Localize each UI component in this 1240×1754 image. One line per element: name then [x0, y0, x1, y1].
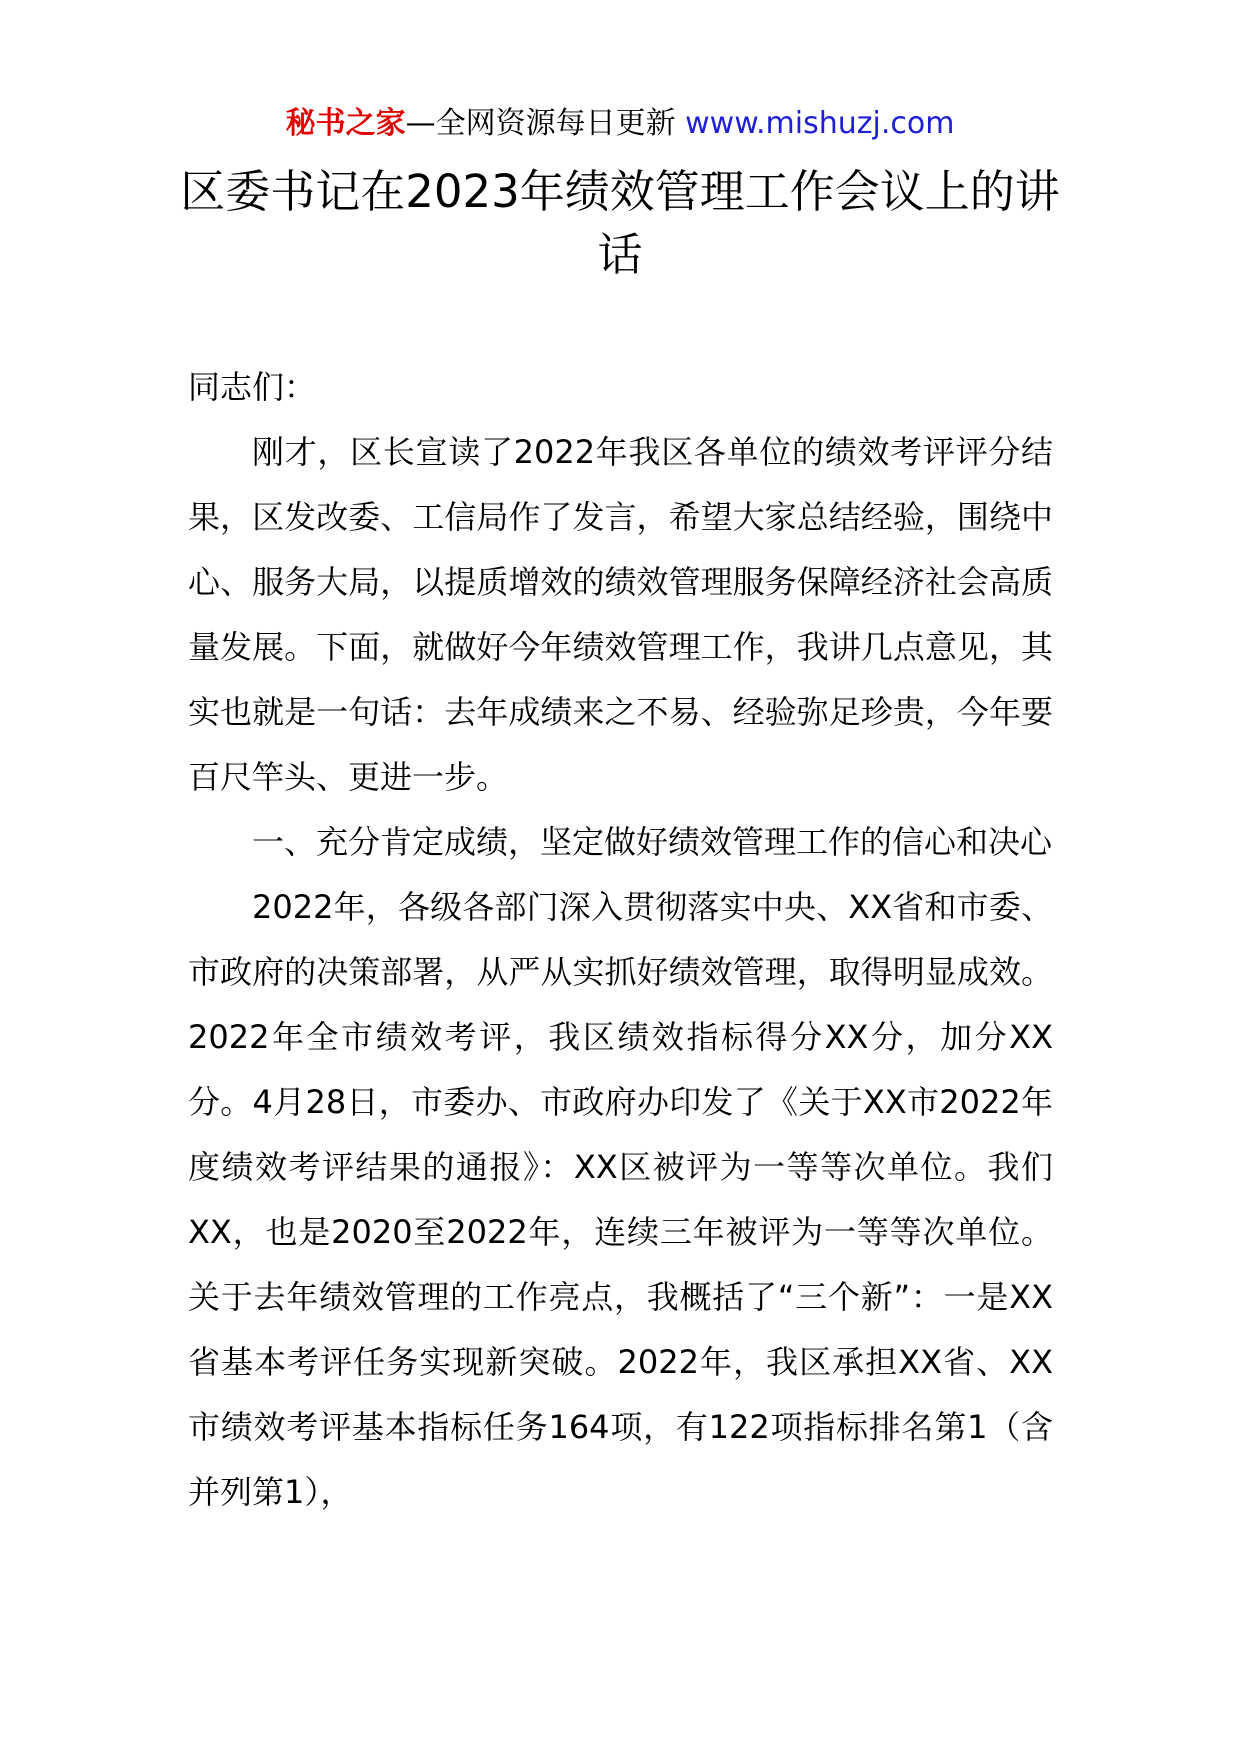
paragraph-achievements: 2022年，各级各部门深入贯彻落实中央、XX省和市委、市政府的决策部署，从严从实抓好绩效管理，取得明显成效。2022年全市绩效考评，我区绩效指标得分XX分，加分XX分。4月28日，市委办、市政府办印发了《关于XX市2022年度绩效考评结果的通报》：XX区被评为一等等次单位。我们XX，也是2020至2022年，连续三年被评为一等等次单位。关于去年绩效管理的工作亮点，我概括了“三个新”：一是XX省基本考评任务实现新突破。2022年，我区承担XX省、XX市绩效考评基本指标任务164项，有122项指标排名第1（含并列第1），: [188, 888, 1053, 1511]
paragraph-intro: 刚才，区长宣读了2022年我区各单位的绩效考评评分结果，区发改委、工信局作了发言，希望大家总结经验，围绕中心、服务大局，以提质增效的绩效管理服务保障经济社会高质量发展。下面，就做好今年绩效管理工作，我讲几点意见，其实也就是一句话：去年成绩来之不易、经验弥足珍贵，今年要百尺竿头、更进一步。: [188, 433, 1053, 796]
document-body: [188, 355, 1053, 1525]
salutation: 同志们：: [188, 368, 317, 406]
document-title: 区委书记在2023年绩效管理工作会议上的讲话: [180, 165, 1060, 281]
watermark-url: www.mishuzj.com: [685, 106, 955, 141]
watermark-brand: 秘书之家: [285, 106, 406, 141]
section-heading-1: 一、充分肯定成绩，坚定做好绩效管理工作的信心和决心: [252, 823, 1053, 861]
watermark-tagline: —全网资源每日更新: [405, 106, 686, 141]
watermark-header: [0, 104, 1240, 144]
